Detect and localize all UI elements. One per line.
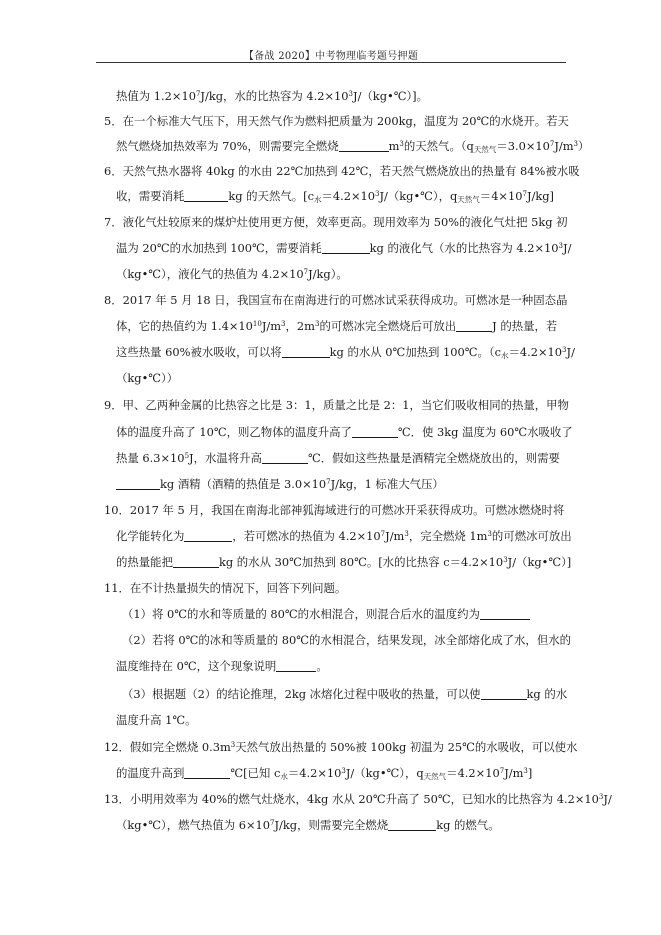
q9-line-4: kg 酒精（酒精的热值是 $3.0\times 10^7J/kg$，1 标准大气压） [116, 476, 586, 492]
q6-line-1: 6．天然气热水器将 40kg 的水由 22℃加热到 42℃，若天然气燃烧放出的热量有 84%被水吸 [104, 164, 580, 178]
q6-answer-blank[interactable] [184, 189, 228, 202]
q7-line-3: （kg•℃），液化气的热值为 $4.2\times 10^7J/kg$）。 [116, 267, 348, 281]
q11-line-3: （2）若将 0℃的冰和等质量的 80℃的水相混合，结果发现，冰全部熔化成了水，但水的 [122, 633, 571, 647]
q11-line-5: （3）根据题（2）的结论推理，2kg 冰熔化过程中吸收的热量，可以使 kg 的水 [122, 687, 568, 701]
q9-line-3: 热量 $6.3\times 10^5J$，水温将升高 ℃．假如这些热量是酒精完全燃烧放出的，则需要 [116, 451, 560, 465]
q5-answer-blank[interactable] [339, 139, 389, 152]
q8-line-4: （kg•℃）） [116, 371, 179, 385]
q7-answer-blank[interactable] [322, 241, 370, 254]
q10-line-1: 10．2017 年 5 月，我国在南海北部神狐海域进行的可燃冰开采获得成功。可燃冰燃烧时将 [104, 503, 565, 517]
q7-line-1: 7．液化气灶较原来的煤炉灶使用更方便，效率更高。现用效率为 50%的液化气灶把 5kg 初 [104, 215, 568, 229]
q12-line-2: 的温度升高到 ℃[已知 $c_水=4.2\times 10^3J/(kg•℃)$，$q_{天然气}=4.2\times 10^7J/m^3$] [116, 766, 533, 781]
q9-mass-blank[interactable] [116, 477, 160, 490]
q8-line-1: 8．2017 年 5 月 18 日，我国宣布在南海进行的可燃冰试采获得成功。可燃冰是一种固态晶 [104, 293, 568, 307]
q11-line-4: 温度维持在 0℃，这个现象说明 。 [116, 659, 328, 673]
q8-line-3: 这些热量 60%被水吸收，可以将 kg 的水从 0℃加热到 100℃。（$c_水=4.2\times 10^3J/$ [116, 345, 575, 360]
q13-mass-blank[interactable] [388, 818, 436, 831]
q11-line-2: （1）将 0℃的水和等质量的 80℃的水相混合，则混合后水的温度约为 [122, 606, 592, 622]
q11-temp-blank[interactable] [480, 607, 530, 620]
q11-line-1: 11．在不计热量损失的情况下，回答下列问题。 [104, 581, 347, 595]
q8-heat-blank[interactable] [456, 319, 492, 332]
q13-line-2: （kg•℃），燃气热值为 $6\times 10^7J/kg$，则需要完全燃烧 kg 的燃气。 [116, 818, 500, 832]
q4-tail-line: 热值为 $1.2\times 10^7J/kg$，水的比热容为 $4.2\times 10^3J/(kg•℃)$]。 [116, 89, 428, 103]
q10-line-2: 化学能转化为 ，若可燃冰的热值为 $4.2\times 10^7J/m^3$，完全燃烧 $1m^3$的可燃冰可放出 [116, 529, 572, 543]
q12-temp-blank[interactable] [184, 766, 230, 779]
q11-explain-blank[interactable] [276, 659, 316, 672]
q12-line-1: 12．假如完全燃烧 $0.3m^3$天然气放出热量的 50%被 100kg 初温为 25℃的水吸收，可以使水 [104, 740, 578, 754]
q5-line-1: 5．在一个标准大气压下，用天然气作为燃料把质量为 200kg，温度为 20℃的水烧开。若天 [104, 114, 569, 128]
q9-temp-blank-1[interactable] [352, 425, 398, 438]
q8-mass-blank[interactable] [282, 345, 330, 358]
q8-line-2: 体，它的热值约为 $1.4\times 10^{10}J/m^3$，$2m^3$的可燃冰完全燃烧后可放出 J 的热量，若 [116, 319, 558, 333]
q7-line-2: 温为 20℃的水加热到 100℃，需要消耗 kg 的液化气（水的比热容为 $4.2\times 10^3J/$ [116, 241, 572, 255]
q9-temp-blank-2[interactable] [262, 451, 308, 464]
q9-line-2: 体的温度升高了 10℃，则乙物体的温度升高了 ℃．使 3kg 温度为 60℃水吸收了 [116, 425, 573, 439]
q5-line-2: 然气燃烧加热效率为 70%，则需要完全燃烧 $m^3$的天然气。$(q_{天然气}=3.0\times 10^7J/m^3)$ [116, 139, 590, 154]
q11-mass-blank[interactable] [481, 687, 527, 700]
page-header: 【备战 2020】中考物理临考题号押题 [243, 51, 419, 62]
q6-line-2: 收，需要消耗 kg 的天然气。[$c_水=4.2\times 10^3J/(kg•℃)$，$q_{天然气}=4\times 10^7J/kg$] [116, 189, 554, 204]
q10-mass-blank[interactable] [173, 555, 219, 568]
q10-line-3: 的热量能把 kg 的水从 30℃加热到 80℃。[水的比热容 $c=4.2\times 10^3J/(kg•℃)$] [116, 555, 572, 569]
q10-energy-blank[interactable] [184, 529, 232, 542]
q13-line-1: 13．小明用效率为 40%的燃气灶烧水，4kg 水从 20℃升高了 50℃，已知水的比热容为 $4.2\times 10^3J/$ [104, 792, 612, 806]
q11-line-6: 温度升高 1℃。 [116, 713, 197, 727]
q9-line-1: 9．甲、乙两种金属的比热容之比是 3：1，质量之比是 2：1，当它们吸收相同的热量，甲物 [104, 398, 569, 412]
header-rule [96, 62, 566, 63]
